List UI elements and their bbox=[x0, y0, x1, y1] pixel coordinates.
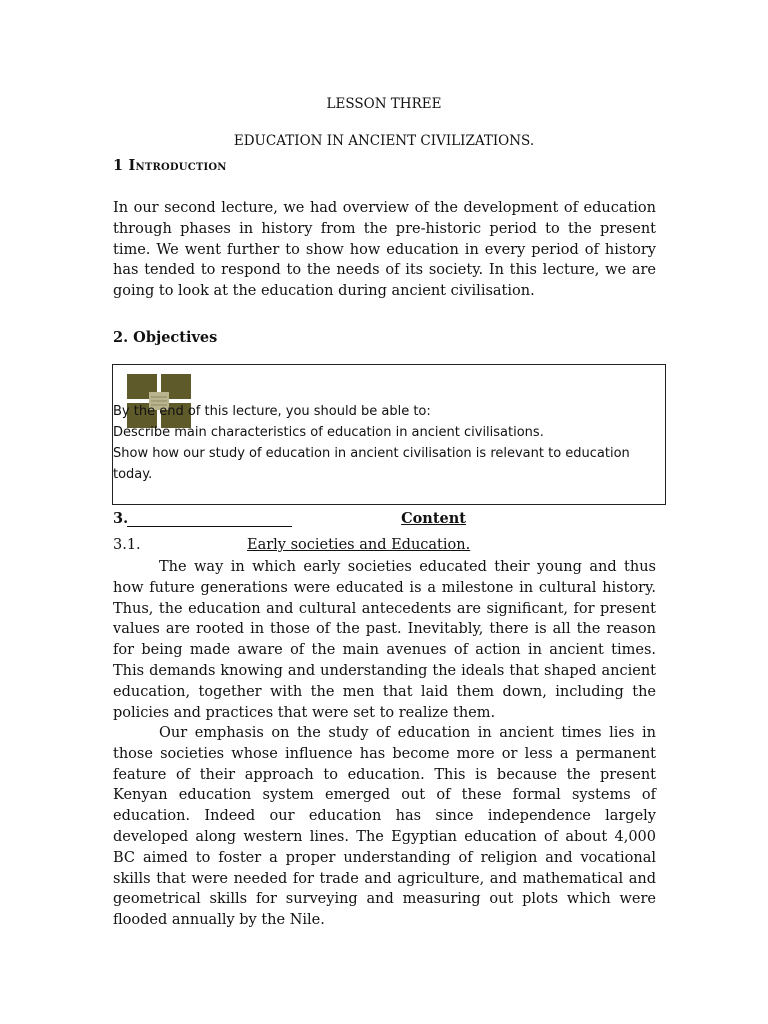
content-underline bbox=[127, 526, 292, 527]
content-number: 3. bbox=[113, 510, 129, 527]
content-label: Content bbox=[401, 510, 466, 527]
section-paragraph: Our emphasis on the study of education in ancient times lies in those societies whose influence has become more or less a permanent feature of their approach to education. This is because the present Kenyan education system emerged out of these formal systems of education. Indeed our education has since independence largely developed along western lines. The Egyptian education of about 4,000 BC aimed to foster a proper understanding of religion and vocational skills that were needed for trade and agriculture, and mathematical and geometrical skills for surveying and measuring out plots which were flooded annually by the Nile. bbox=[113, 725, 656, 929]
lesson-title: LESSON THREE bbox=[326, 96, 442, 112]
content-heading bbox=[113, 510, 466, 527]
objective-intro: By the end of this lecture, you should be able to: bbox=[113, 404, 431, 419]
objective-item: Describe main characteristics of education in ancient civilisations. bbox=[113, 425, 544, 440]
section-paragraph: The way in which early societies educated their young and thus how future generations were educated is a milestone in cultural history. Thus, the education and cultural antecedents are significant, for present values are rooted in those of the past. Inevitably, there is all the reason for being made aware of the main avenues of action in ancient times. This demands knowing and understanding the ideals that shaped ancient education, together with the men that laid them down, including the policies and practices that were set to realize them. bbox=[113, 559, 656, 721]
objectives-list bbox=[113, 401, 663, 485]
lesson-subtitle: EDUCATION IN ANCIENT CIVILIZATIONS. bbox=[233, 133, 535, 149]
introduction-paragraph: In our second lecture, we had overview of the development of education through phases in history from the pre-historic period to the present time. We went further to show how education in every period of history has tended to respond to the needs of its society. In this lecture, we are going to look at the education during ancient civilisation. bbox=[113, 200, 656, 300]
objective-item: Show how our study of education in ancient civilisation is relevant to education today. bbox=[113, 446, 630, 482]
section-title: Early societies and Education. bbox=[247, 537, 471, 553]
section-number: 3.1. bbox=[113, 537, 141, 553]
introduction-heading: 1 Introduction bbox=[113, 157, 227, 174]
objectives-box bbox=[112, 364, 666, 505]
objectives-heading: 2. Objectives bbox=[113, 329, 218, 346]
